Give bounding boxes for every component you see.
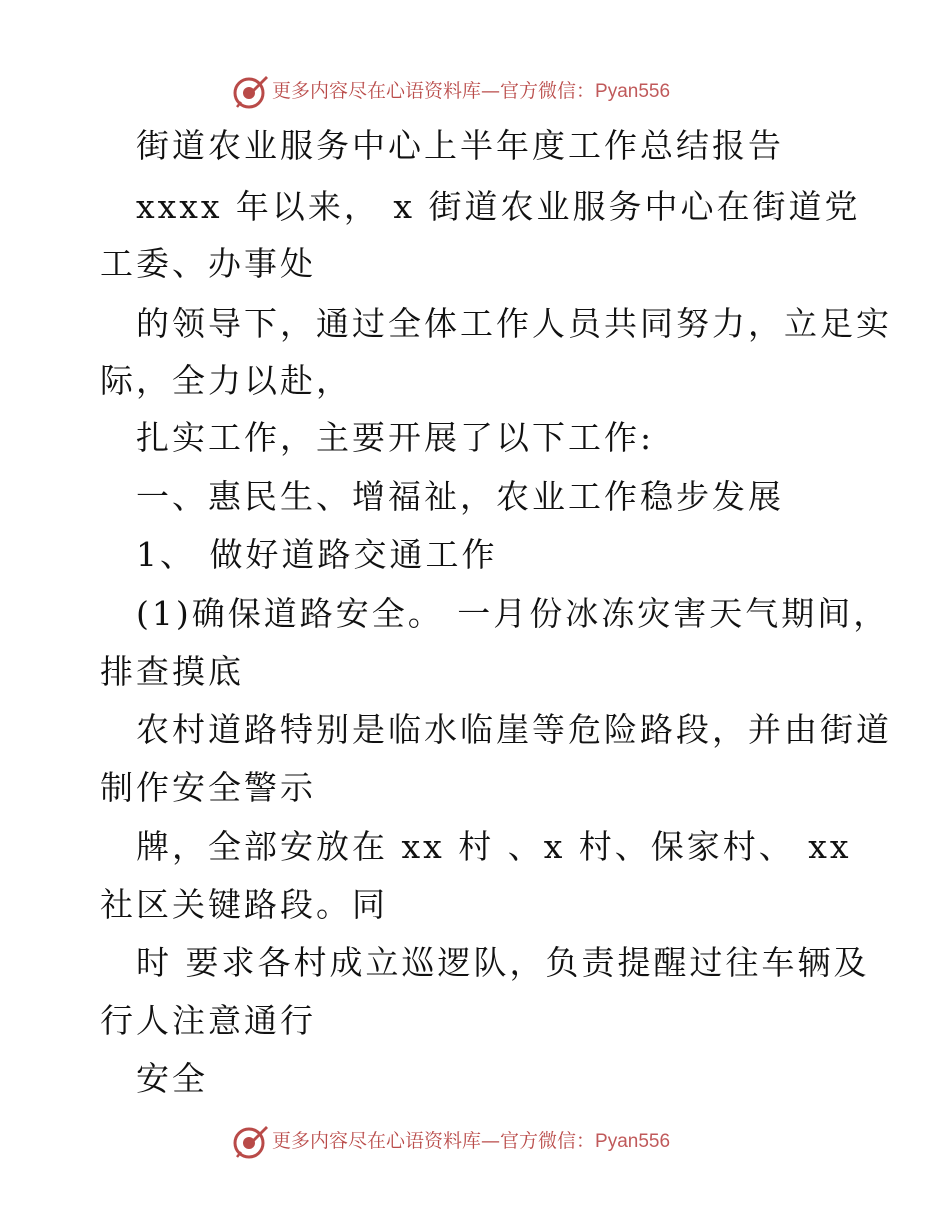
paragraph-line: 时 要求各村成立巡逻队，负责提醒过往车辆及 — [136, 943, 870, 982]
footer-watermark-banner — [0, 1122, 950, 1162]
subsection-heading: 1、 做好道路交通工作 — [136, 535, 498, 574]
paragraph-line: 扎实工作，主要开展了以下工作: — [136, 418, 655, 457]
header-watermark-banner — [0, 72, 950, 112]
banner-text: 更多内容尽在心语资料库—官方微信：Pyan556 — [272, 1130, 671, 1152]
wechat-id: Pyan556 — [595, 1131, 671, 1152]
pen-logo-icon — [232, 1122, 270, 1160]
paragraph-line: 制作安全警示 — [100, 768, 316, 807]
banner-text: 更多内容尽在心语资料库—官方微信：Pyan556 — [272, 80, 671, 102]
paragraph-line: xxxx 年以来， x 街道农业服务中心在街道党 — [136, 187, 861, 226]
section-heading: 一、惠民生、增福祉，农业工作稳步发展 — [136, 477, 784, 516]
paragraph-line: 的领导下，通过全体工作人员共同努力，立足实 — [136, 304, 892, 343]
paragraph-line: 牌，全部安放在 xx 村 、x 村、保家村、 xx — [136, 827, 852, 866]
paragraph-line: 行人注意通行 — [100, 1001, 316, 1040]
paragraph-line: 农村道路特别是临水临崖等危险路段，并由街道 — [136, 710, 892, 749]
paragraph-line: 社区关键路段。同 — [100, 885, 388, 924]
document-title: 街道农业服务中心上半年度工作总结报告 — [136, 126, 784, 165]
paragraph-line: 工委、办事处 — [100, 244, 316, 283]
paragraph-line: 际，全力以赴， — [100, 361, 352, 400]
paragraph-line: 安全 — [136, 1059, 208, 1098]
pen-logo-icon — [232, 72, 270, 110]
paragraph-line: 排查摸底 — [100, 652, 244, 691]
paragraph-line: (1)确保道路安全。 一月份冰冻灾害天气期间， — [136, 594, 890, 633]
wechat-id: Pyan556 — [595, 81, 671, 102]
